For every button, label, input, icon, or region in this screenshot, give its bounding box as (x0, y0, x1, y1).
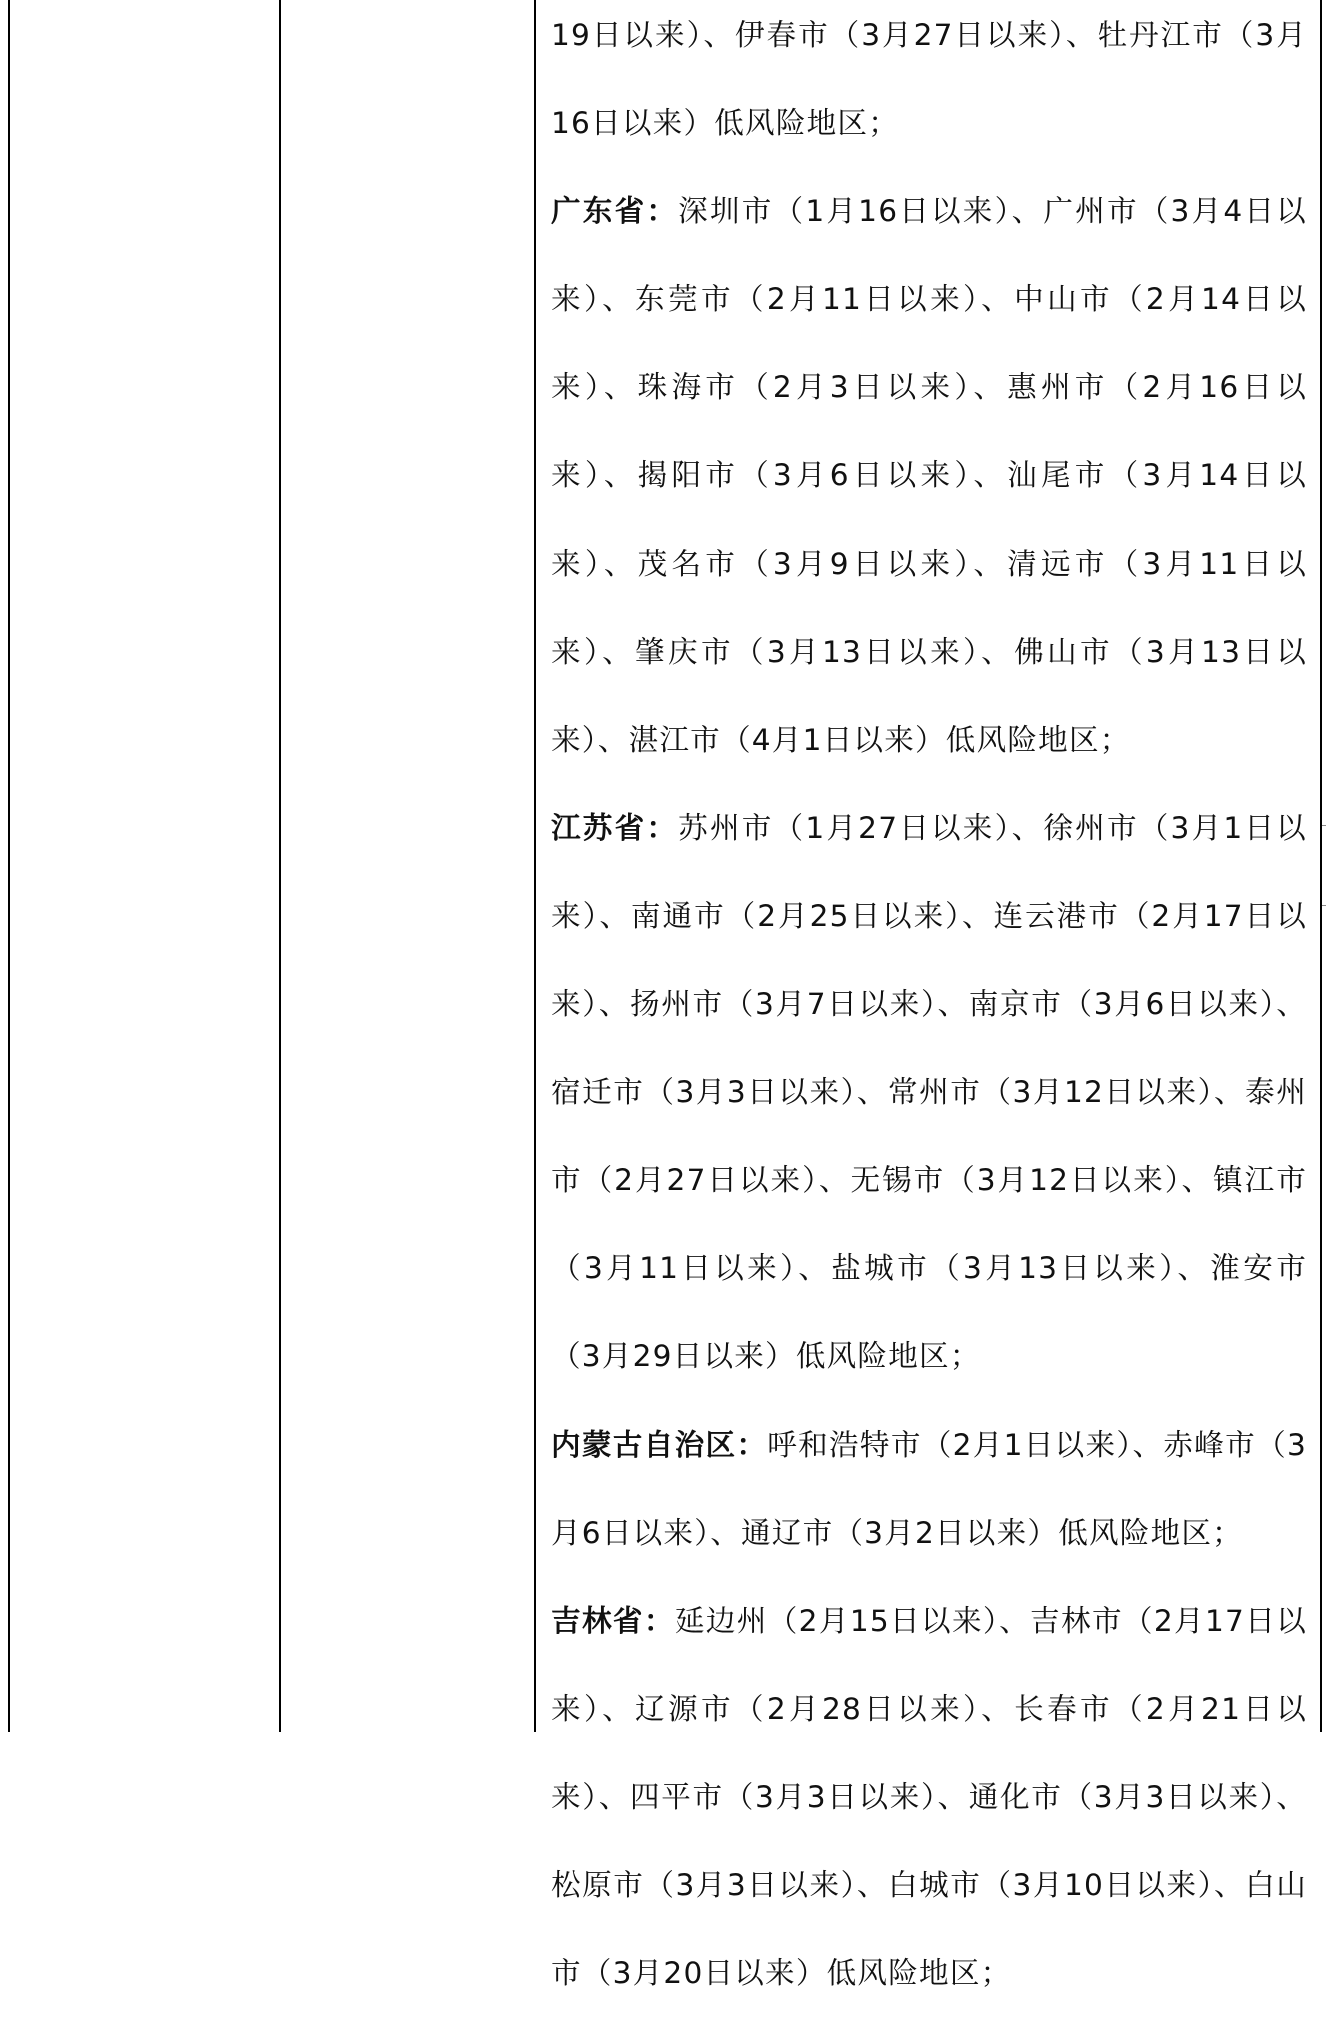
region-text: 苏州市（1月27日以来）、徐州市（3月1日以来）、南通市（2月25日以来）、连云港市（2月17日以来）、扬州市（3月7日以来）、南京市（3月6日以来）、宿迁市（3月3日以来）、常州市（3月12日以来）、泰州市（2月27日以来）、无锡市（3月12日以来）、镇江市（3月11日以来）、盐城市（3月13日以来）、淮安市（3月29日以来）低风险地区； (551, 810, 1307, 1374)
province-label: 吉林省： (551, 1603, 675, 1638)
table-cell-region-list (551, 0, 1307, 2017)
region-text: 延边州（2月15日以来）、吉林市（2月17日以来）、辽源市（2月28日以来）、长春市（2月21日以来）、四平市（3月3日以来）、通化市（3月3日以来）、松原市（3月3日以来）、白城市（3月10日以来）、白山市（3月20日以来）低风险地区； (551, 1603, 1307, 1991)
page-edge-mark (1322, 825, 1326, 826)
province-label: 广东省： (551, 194, 679, 229)
table-border-left (8, 0, 10, 1732)
region-text: 深圳市（1月16日以来）、广州市（3月4日以来）、东莞市（2月11日以来）、中山市（2月14日以来）、珠海市（2月3日以来）、惠州市（2月16日以来）、揭阳市（3月6日以来）、汕尾市（3月14日以来）、茂名市（3月9日以来）、清远市（3月11日以来）、肇庆市（3月13日以来）、佛山市（3月13日以来）、湛江市（4月1日以来）低风险地区； (551, 194, 1307, 757)
page-edge-mark (1322, 905, 1326, 906)
region-paragraph-jilin (551, 1577, 1307, 2017)
region-text: 呼和浩特市（2月1日以来）、赤峰市（3月6日以来）、通辽市（3月2日以来）低风险地区； (551, 1427, 1307, 1550)
table-border-right (1320, 0, 1322, 1732)
region-paragraph-heilongjiang-continued (551, 0, 1307, 167)
table-column-divider-1 (279, 0, 281, 1732)
province-label: 内蒙古自治区： (551, 1427, 768, 1462)
province-label: 江苏省： (551, 810, 679, 845)
region-paragraph-guangdong (551, 167, 1307, 784)
region-text: 19日以来）、伊春市（3月27日以来）、牡丹江市（3月16日以来）低风险地区； (551, 18, 1307, 141)
region-paragraph-jiangsu (551, 784, 1307, 1401)
table-column-divider-2 (534, 0, 536, 1732)
region-paragraph-inner-mongolia (551, 1401, 1307, 1577)
